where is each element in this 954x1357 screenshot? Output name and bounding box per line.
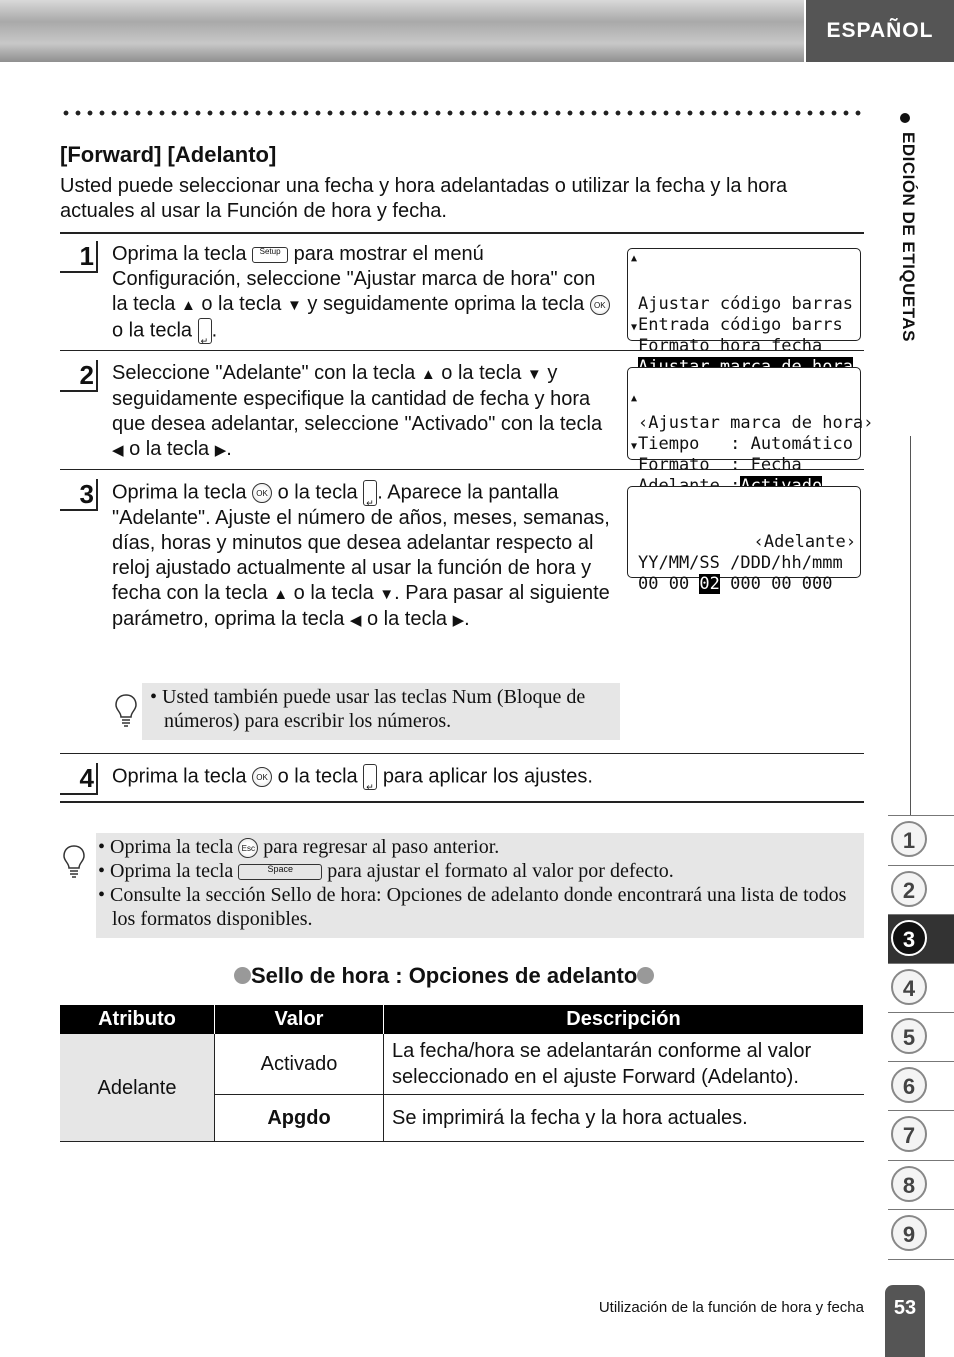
footer-text: Utilización de la función de hora y fecha bbox=[598, 1299, 864, 1316]
chapter-tab-5[interactable]: 5 bbox=[888, 1012, 954, 1062]
step-number: 4 bbox=[60, 763, 98, 795]
divider bbox=[60, 469, 864, 470]
bullet-icon bbox=[900, 113, 910, 123]
description-cell: Se imprimirá la fecha y la hora actuales. bbox=[384, 1095, 864, 1142]
up-arrow-icon: ▲ bbox=[420, 366, 436, 383]
section-title: [Forward] [Adelanto] bbox=[60, 142, 277, 167]
language-tab: ESPAÑOL bbox=[806, 0, 954, 62]
table-row bbox=[60, 1034, 864, 1095]
lcd-screen-settings-menu: ▲ ▼ Ajustar código barras Entrada código barrs Formato hora fecha bbox=[627, 248, 861, 341]
step-4-text: Oprima la tecla OK o la tecla ↵ para aplicar los ajustes. bbox=[112, 764, 812, 790]
setup-key-icon: Setup bbox=[252, 247, 288, 263]
tips-box bbox=[96, 833, 864, 938]
dotted-divider bbox=[60, 108, 864, 118]
bullet-icon bbox=[234, 967, 251, 984]
value-cell: Activado bbox=[215, 1034, 384, 1095]
step-1-text: Oprima la tecla Setup para mostrar el menú Configuración, seleccione "Ajustar marca de hora" con la tecla ▲ o la tecla ▼ y seguidamente oprima la tecla OK o la tecla ↵ . bbox=[112, 242, 612, 344]
value-cell: Apgdo bbox=[215, 1095, 384, 1142]
divider bbox=[60, 232, 864, 234]
ok-key-icon: OK bbox=[252, 483, 272, 503]
scroll-up-icon: ▲ bbox=[631, 393, 638, 404]
description-cell: La fecha/hora se adelantarán conforme al valor seleccionado en el ajuste Forward (Adelanto). bbox=[384, 1034, 864, 1095]
chapter-tab-2[interactable]: 2 bbox=[888, 865, 954, 915]
left-arrow-icon: ◀ bbox=[112, 442, 124, 459]
step-3-text: Oprima la tecla OK o la tecla ↵ . Aparece la pantalla "Adelante". Ajuste el número de años, meses, semanas, días, horas y minutos que desea adelantar respecto al reloj ajustado actualmente al usar la función de hora y fecha con la tecla ▲ o la tecla ▼. Para pasar al siguiente parámetro, oprima la tecla ◀ o la tecla ▶. bbox=[112, 480, 622, 633]
chapter-tab-7[interactable]: 7 bbox=[888, 1110, 954, 1160]
step-2-text: Seleccione "Adelante" con la tecla ▲ o la tecla ▼ y seguidamente especifique la cantidad de fecha y hora que desea adelantar, seleccione "Activado" con la tecla ◀ o la tecla ▶. bbox=[112, 362, 603, 460]
section-intro: Usted puede seleccionar una fecha y hora adelantadas o utilizar la fecha y la hora actuales al usar la Función de hora y fecha. bbox=[60, 175, 788, 222]
tip-item: • Consulte la sección Sello de hora: Opciones de adelanto donde encontrará una lista de todos los formatos disponibles. bbox=[98, 884, 847, 930]
up-arrow-icon: ▲ bbox=[180, 297, 196, 314]
options-table bbox=[60, 1005, 864, 1142]
chapter-tab-1[interactable]: 1 bbox=[888, 815, 954, 865]
tip-item: • Oprima la tecla Esc para regresar al paso anterior. bbox=[98, 836, 500, 858]
step-number: 3 bbox=[60, 479, 98, 511]
divider bbox=[60, 350, 864, 351]
header-bar bbox=[0, 0, 804, 62]
lcd-screen-time-stamp: ▲ ▼ ‹Ajustar marca de hora› Tiempo : Automático Formato : Fecha bbox=[627, 367, 861, 460]
ok-key-icon: OK bbox=[252, 767, 272, 787]
scroll-up-icon: ▲ bbox=[631, 253, 638, 264]
page-number: 53 bbox=[885, 1285, 925, 1357]
space-key-icon: Space bbox=[238, 864, 322, 880]
right-arrow-icon: ▶ bbox=[214, 442, 227, 459]
scroll-down-icon: ▼ bbox=[631, 322, 638, 333]
bullet-icon bbox=[637, 967, 654, 984]
column-header: Descripción bbox=[384, 1005, 864, 1034]
tip-bulb-icon bbox=[114, 693, 138, 729]
esc-key-icon: Esc bbox=[238, 838, 258, 858]
down-arrow-icon: ▼ bbox=[379, 586, 395, 603]
chapter-tab-8[interactable]: 8 bbox=[888, 1160, 954, 1210]
down-arrow-icon: ▼ bbox=[526, 366, 542, 383]
ok-key-icon: OK bbox=[590, 295, 610, 315]
enter-key-icon bbox=[363, 764, 377, 790]
enter-key-icon bbox=[363, 480, 377, 506]
chapter-tab-4[interactable]: 4 bbox=[888, 963, 954, 1013]
column-header: Valor bbox=[215, 1005, 384, 1034]
enter-key-icon bbox=[198, 318, 212, 344]
attribute-cell: Adelante bbox=[60, 1034, 215, 1142]
step-number: 2 bbox=[60, 360, 98, 392]
sidebar-line bbox=[910, 436, 911, 816]
chapter-tab-3[interactable]: 3 bbox=[888, 914, 954, 964]
lcd-screen-forward: ‹Adelante› YY/MM/SS /DDD/hh/mmm 00 00 02 000 00 000 bbox=[627, 486, 861, 578]
subheading: Sello de hora : Opciones de adelanto bbox=[234, 963, 654, 989]
tip-bulb-icon bbox=[62, 844, 86, 880]
step-number: 1 bbox=[60, 241, 98, 273]
chapter-tab-9[interactable]: 9 bbox=[888, 1209, 954, 1260]
divider bbox=[60, 801, 864, 803]
right-arrow-icon: ▶ bbox=[452, 612, 465, 629]
scroll-down-icon: ▼ bbox=[631, 441, 638, 452]
divider bbox=[60, 753, 864, 754]
down-arrow-icon: ▼ bbox=[286, 297, 302, 314]
active-field: 02 bbox=[699, 574, 720, 594]
chapter-tab-6[interactable]: 6 bbox=[888, 1061, 954, 1111]
step-3-note: • Usted también puede usar las teclas Num (Bloque de números) para escribir los números. bbox=[142, 683, 620, 740]
column-header: Atributo bbox=[60, 1005, 215, 1034]
tip-item: • Oprima la tecla Space para ajustar el formato al valor por defecto. bbox=[98, 860, 674, 882]
sidebar-label: EDICIÓN DE ETIQUETAS bbox=[899, 132, 918, 342]
up-arrow-icon: ▲ bbox=[273, 586, 289, 603]
left-arrow-icon: ◀ bbox=[349, 612, 362, 629]
